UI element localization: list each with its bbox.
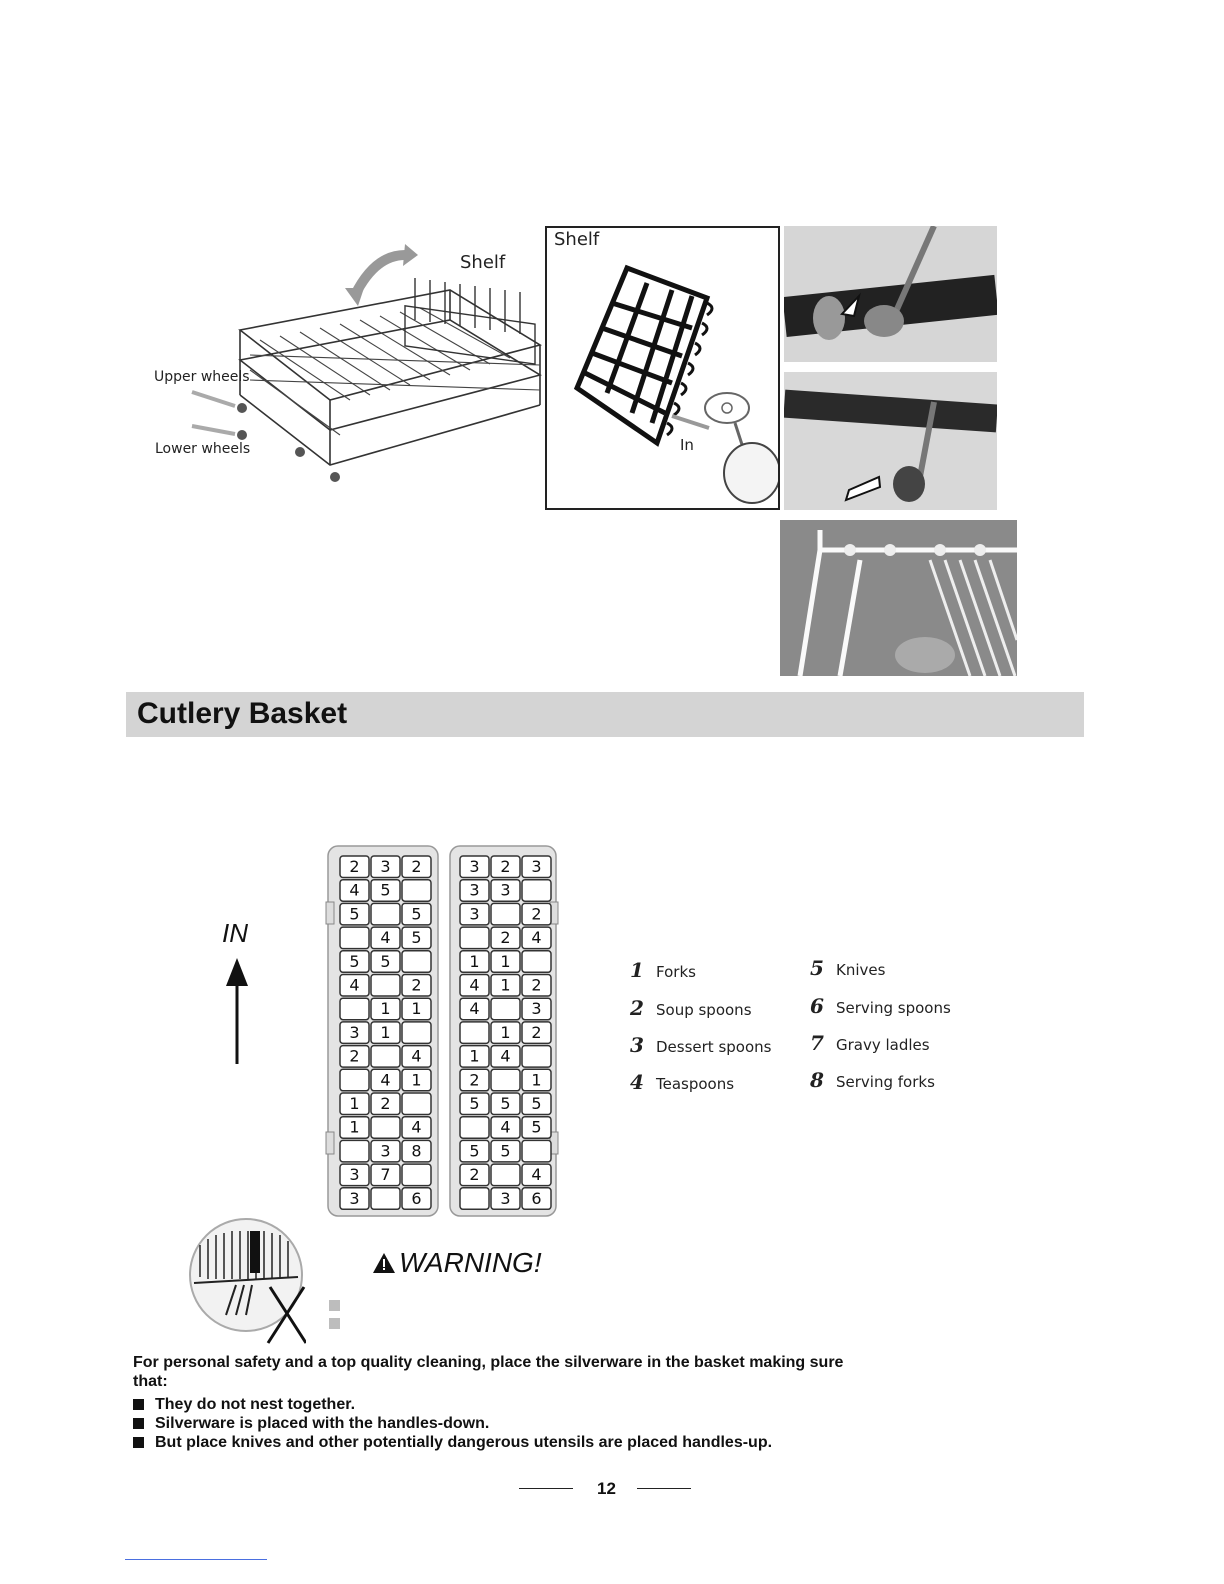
- basket-cell-number: 3: [380, 1141, 391, 1161]
- basket-cell-number: 3: [469, 904, 480, 924]
- basket-cell-number: 2: [349, 1046, 360, 1066]
- basket-cell-number: 4: [469, 999, 480, 1019]
- basket-cell-number: 1: [531, 1070, 542, 1090]
- basket-cell-number: 4: [500, 1046, 511, 1066]
- basket-cell-number: 1: [500, 1022, 511, 1042]
- basket-cell: [491, 1069, 520, 1091]
- up-arrow-icon: [222, 958, 252, 1068]
- basket-cell: [460, 927, 489, 949]
- basket-cell-number: 2: [411, 857, 422, 876]
- wheel-photo-lower: [784, 372, 997, 510]
- decorative-square: [329, 1318, 340, 1329]
- basket-cell: [491, 1164, 520, 1186]
- basket-cell-number: 3: [531, 857, 542, 876]
- basket-cell-number: 4: [500, 1117, 511, 1137]
- cutlery-basket-diagram: [324, 842, 560, 1220]
- basket-cell-number: 1: [500, 975, 511, 995]
- basket-cell: [340, 1140, 369, 1162]
- warning-title: WARNING!: [399, 1247, 542, 1278]
- basket-cell-number: 5: [500, 1094, 511, 1113]
- basket-cell-number: 5: [380, 951, 391, 971]
- basket-cell: [371, 1117, 400, 1139]
- legend-item: 7 Gravy ladles: [810, 1031, 930, 1055]
- page-number: 12: [597, 1479, 616, 1498]
- page-number-rule: [519, 1488, 573, 1489]
- basket-cell-number: 2: [469, 1165, 480, 1185]
- legend-item: 2 Soup spoons: [630, 996, 752, 1020]
- bullet-icon: [133, 1418, 144, 1429]
- basket-cell-number: 3: [349, 1165, 360, 1185]
- basket-cell-number: 4: [349, 880, 360, 900]
- basket-cell-number: 4: [469, 975, 480, 995]
- shelf-detail-label: Shelf: [554, 229, 600, 250]
- legend-item: 6 Serving spoons: [810, 994, 951, 1018]
- legend-item: 1 Forks: [630, 958, 696, 982]
- instructions-intro: For personal safety and a top quality cleaning, place the silverware in the basket making sure that:: [133, 1354, 844, 1390]
- basket-cell: [460, 1022, 489, 1044]
- basket-cell-number: 2: [411, 975, 422, 995]
- direction-label: IN: [222, 918, 248, 948]
- basket-cell-number: 2: [531, 975, 542, 995]
- basket-cell: [340, 1069, 369, 1091]
- basket-cell: [460, 1117, 489, 1139]
- basket-cell-number: 2: [500, 857, 511, 876]
- basket-cell: [340, 998, 369, 1020]
- basket-cell: [371, 1046, 400, 1068]
- basket-cell: [371, 1188, 400, 1210]
- basket-cell-number: 2: [469, 1070, 480, 1090]
- basket-cell-number: 3: [349, 1188, 360, 1208]
- basket-cell: [402, 951, 431, 973]
- basket-cell-number: 3: [469, 857, 480, 876]
- basket-cell-number: 3: [349, 1022, 360, 1042]
- basket-cell-number: 1: [380, 1022, 391, 1042]
- basket-cell: [402, 880, 431, 902]
- shelf-label: Shelf: [460, 252, 506, 273]
- basket-cell-number: 6: [531, 1188, 542, 1208]
- basket-cell-number: 3: [469, 880, 480, 900]
- lower-wheels-label: Lower wheels: [155, 441, 251, 457]
- basket-cell-number: 5: [411, 928, 422, 948]
- basket-cell-number: 2: [531, 904, 542, 924]
- basket-cell-number: 5: [349, 904, 360, 924]
- basket-cell-number: 4: [411, 1117, 422, 1137]
- basket-cell-number: 1: [349, 1094, 360, 1113]
- bullet-icon: [133, 1437, 144, 1448]
- list-item: But place knives and other potentially dangerous utensils are placed handles-up.: [133, 1433, 772, 1452]
- upper-wheels-label: Upper wheels: [154, 369, 250, 385]
- basket-cell-number: 5: [469, 1141, 480, 1161]
- basket-cell-number: 4: [531, 1165, 542, 1185]
- basket-cell-number: 5: [531, 1117, 542, 1137]
- basket-cell-number: 5: [469, 1094, 480, 1113]
- basket-cell: [371, 975, 400, 997]
- basket-cell: [402, 1093, 431, 1115]
- basket-cell-number: 4: [380, 928, 391, 948]
- basket-cell-number: 4: [380, 1070, 391, 1090]
- basket-cell: [402, 1164, 431, 1186]
- legend-item: 8 Serving forks: [810, 1068, 935, 1092]
- basket-cell-number: 5: [500, 1141, 511, 1161]
- basket-cell-number: 3: [380, 857, 391, 876]
- basket-cell-number: 2: [349, 857, 360, 876]
- basket-cell-number: 2: [380, 1094, 391, 1113]
- wheel-photo-upper: [784, 226, 997, 362]
- basket-cell-number: 3: [500, 880, 511, 900]
- basket-cell-number: 1: [500, 951, 511, 971]
- basket-cell-number: 2: [531, 1022, 542, 1042]
- page-number-rule: [637, 1488, 691, 1489]
- basket-cell-number: 1: [411, 1070, 422, 1090]
- basket-cell-number: 5: [531, 1094, 542, 1113]
- section-title: Cutlery Basket: [137, 697, 348, 730]
- decorative-square: [329, 1300, 340, 1311]
- warning-heading: [373, 1247, 542, 1279]
- list-item: They do not nest together.: [133, 1395, 772, 1414]
- basket-cell: [522, 951, 551, 973]
- basket-cell-number: 7: [380, 1165, 391, 1185]
- basket-cell-number: 1: [469, 1046, 480, 1066]
- basket-cell: [340, 927, 369, 949]
- basket-cell-number: 1: [411, 999, 422, 1019]
- legend-item: 3 Dessert spoons: [630, 1033, 772, 1057]
- instructions-list: [133, 1395, 772, 1452]
- basket-cell-number: 1: [469, 951, 480, 971]
- warning-triangle-icon: [373, 1253, 395, 1273]
- basket-cell-number: 5: [411, 904, 422, 924]
- basket-cell: [491, 903, 520, 925]
- basket-cell: [371, 903, 400, 925]
- basket-cell-number: 4: [411, 1046, 422, 1066]
- in-label: In: [680, 436, 694, 454]
- basket-cell-number: 3: [500, 1188, 511, 1208]
- basket-cell-number: 2: [500, 928, 511, 948]
- basket-cell-number: 4: [349, 975, 360, 995]
- basket-cell-number: 1: [349, 1117, 360, 1137]
- legend-item: 4 Teaspoons: [630, 1070, 735, 1094]
- basket-cell-number: 6: [411, 1188, 422, 1208]
- basket-cell-number: 8: [411, 1141, 422, 1161]
- basket-cell: [522, 880, 551, 902]
- handles-warning-illustration: [186, 1215, 306, 1345]
- list-item: Silverware is placed with the handles-down.: [133, 1414, 772, 1433]
- basket-cell: [491, 998, 520, 1020]
- basket-cell-number: 4: [531, 928, 542, 948]
- rack-photo: [780, 520, 1017, 676]
- basket-cell: [460, 1188, 489, 1210]
- basket-cell-number: 5: [380, 880, 391, 900]
- basket-cell: [522, 1140, 551, 1162]
- bullet-icon: [133, 1399, 144, 1410]
- basket-cell-number: 5: [349, 951, 360, 971]
- basket-cell: [522, 1046, 551, 1068]
- basket-cell-number: 1: [380, 999, 391, 1019]
- legend-item: 5 Knives: [810, 956, 886, 980]
- basket-cell: [402, 1022, 431, 1044]
- basket-cell-number: 3: [531, 999, 542, 1019]
- footnote-rule: [125, 1559, 267, 1560]
- shelf-detail-illustration: [545, 226, 780, 510]
